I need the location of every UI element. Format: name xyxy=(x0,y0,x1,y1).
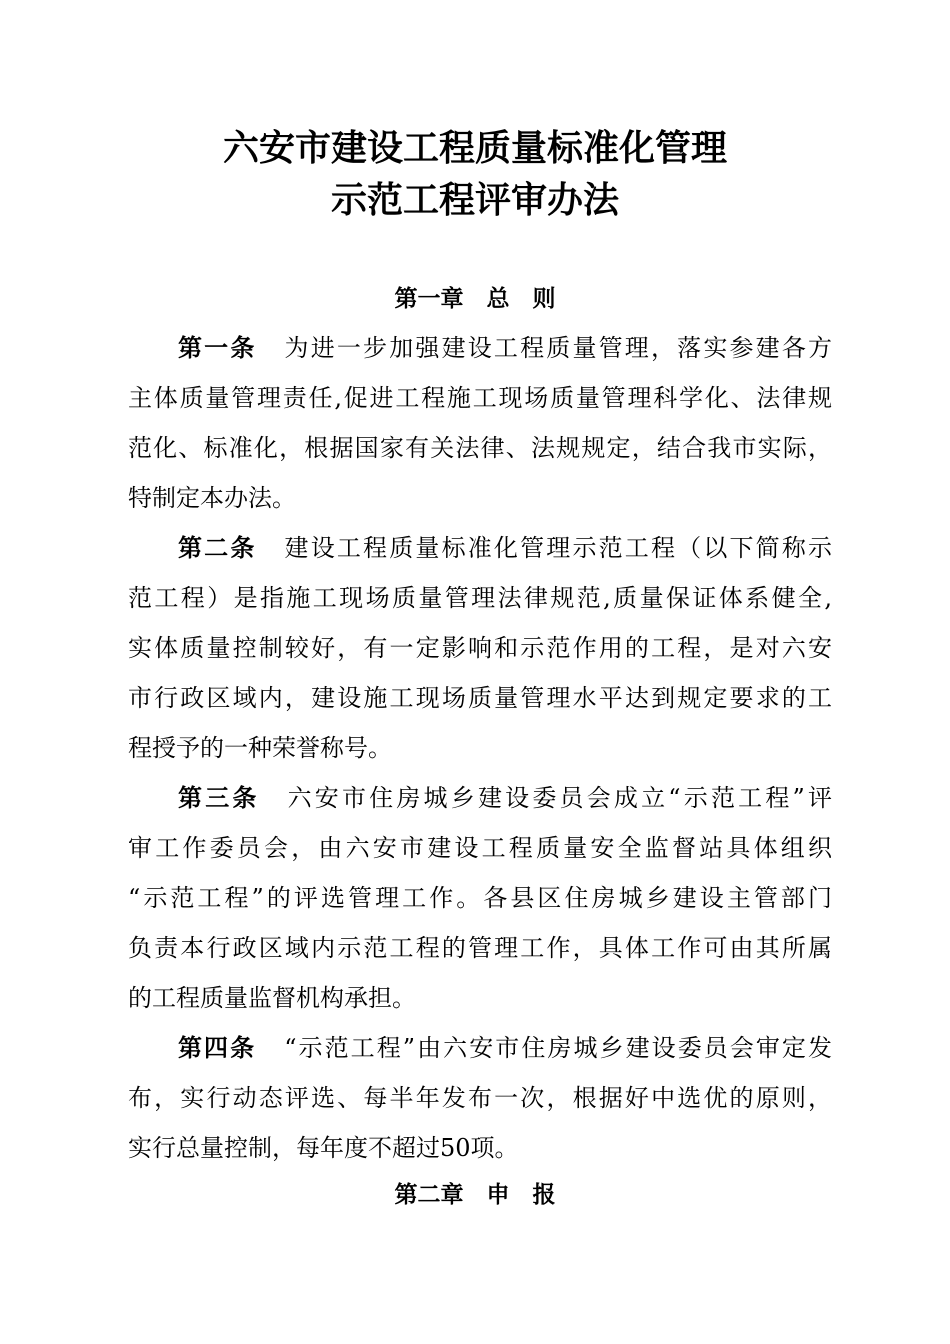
article-3-line-2: 审工作委员会，由六安市建设工程质量安全监督站具体组织 xyxy=(128,834,832,862)
article-4-line-3: 实行总量控制，每年度不超过50项。 xyxy=(128,1134,519,1162)
document-title-line-1: 六安市建设工程质量标准化管理 xyxy=(222,127,727,169)
article-2-line-5: 程授予的一种荣誉称号。 xyxy=(128,734,392,762)
chapter-2-heading: 第二章 申 报 xyxy=(394,1182,556,1208)
article-3-line-3: “示范工程”的评选管理工作。各县区住房城乡建设主管部门 xyxy=(128,884,832,912)
article-4-label: 第四条 xyxy=(178,1034,257,1062)
article-4-line-2: 布，实行动态评选、每半年发布一次，根据好中选优的原则， xyxy=(128,1084,832,1112)
article-2-line-1 xyxy=(178,532,832,564)
article-1-line-3: 范化、标准化，根据国家有关法律、法规规定，结合我市实际， xyxy=(128,434,832,462)
article-3-line-5: 的工程质量监督机构承担。 xyxy=(128,984,416,1012)
article-2-line-3: 实体质量控制较好，有一定影响和示范作用的工程，是对六安 xyxy=(128,634,832,662)
article-3-label: 第三条 xyxy=(178,784,260,812)
article-1-line-1 xyxy=(178,332,832,364)
article-3-text-1: 六安市住房城乡建设委员会成立“示范工程”评 xyxy=(287,784,833,812)
article-1-line-4: 特制定本办法。 xyxy=(128,484,296,512)
article-3-line-4: 负责本行政区域内示范工程的管理工作，具体工作可由其所属 xyxy=(128,934,832,962)
article-2-line-4: 市行政区域内，建设施工现场质量管理水平达到规定要求的工 xyxy=(128,684,832,712)
article-4-text-1: “示范工程”由六安市住房城乡建设委员会审定发 xyxy=(284,1034,832,1062)
chapter-1-heading: 第一章 总 则 xyxy=(394,286,556,312)
article-2-text-1: 建设工程质量标准化管理示范工程（以下简称示 xyxy=(284,534,833,562)
article-2-label: 第二条 xyxy=(178,534,257,562)
article-1-line-2: 主体质量管理责任,促进工程施工现场质量管理科学化、法律规 xyxy=(128,384,832,412)
article-4-line-1 xyxy=(178,1032,832,1064)
article-1-text-1: 为进一步加强建设工程质量管理，落实参建各方 xyxy=(284,334,833,362)
article-3-line-1 xyxy=(178,782,832,814)
article-1-label: 第一条 xyxy=(178,334,257,362)
article-2-line-2: 范工程）是指施工现场质量管理法律规范,质量保证体系健全, xyxy=(128,584,832,612)
document-title-line-2: 示范工程评审办法 xyxy=(330,179,619,221)
